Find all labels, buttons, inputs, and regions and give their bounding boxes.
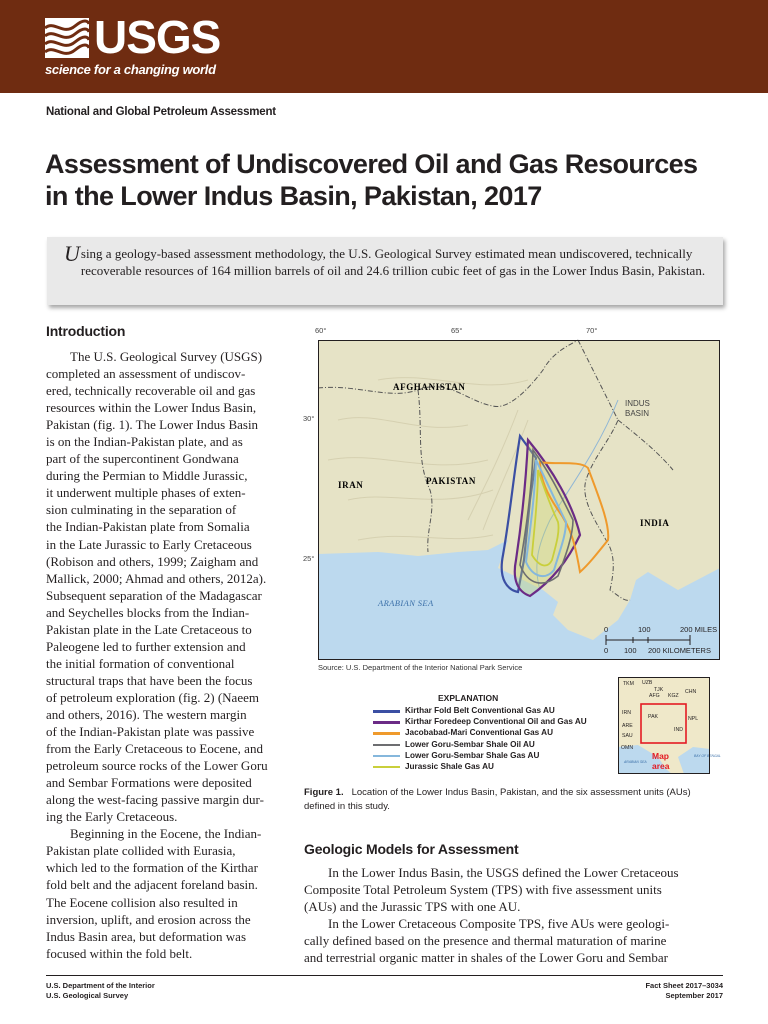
introduction-line: petroleum source rocks of the Lower Goru bbox=[46, 758, 268, 774]
svg-text:CHN: CHN bbox=[685, 689, 697, 695]
introduction-line: completed an assessment of undiscov- bbox=[46, 366, 246, 382]
page-title bbox=[45, 148, 725, 212]
inset-map-area-label: Map bbox=[652, 751, 669, 761]
introduction-line: Subsequent separation of the Madagascar bbox=[46, 587, 262, 603]
introduction-line: inversion, uplift, and erosion across the bbox=[46, 911, 251, 927]
introduction-line: sion culminating in the separation of bbox=[46, 502, 237, 518]
scale-mile-tick: 100 bbox=[638, 625, 651, 634]
geologic-models-line: (AUs) and the Jurassic TPS with one AU. bbox=[304, 899, 521, 915]
legend-item bbox=[373, 761, 587, 772]
introduction-line: Beginning in the Eocene, the Indian- bbox=[70, 826, 262, 842]
title-line: in the Lower Indus Basin, Pakistan, 2017 bbox=[45, 181, 542, 211]
figure-caption bbox=[304, 786, 724, 814]
region-label-indus: INDUS bbox=[625, 399, 650, 408]
geologic-models-line: cally defined based on the presence and thermal maturation of marine bbox=[304, 933, 667, 949]
introduction-line: and Sembar Formations were deposited bbox=[46, 775, 252, 791]
country-label-afghanistan: AFGHANISTAN bbox=[393, 382, 466, 392]
introduction-line: Pakistan (fig. 1). The Lower Indus Basin bbox=[46, 417, 259, 433]
region-label-basin: BASIN bbox=[625, 409, 650, 418]
introduction-heading: Introduction bbox=[46, 323, 126, 339]
svg-text:TKM: TKM bbox=[623, 681, 634, 687]
legend-swatch bbox=[373, 721, 400, 724]
geologic-models-line: In the Lower Indus Basin, the USGS defined the Lower Cretaceous bbox=[328, 865, 679, 880]
introduction-line: of petroleum exploration (fig. 2) (Naeem bbox=[46, 689, 259, 705]
scale-km-tick: 200 KILOMETERS bbox=[648, 646, 711, 655]
svg-text:TJK: TJK bbox=[654, 687, 664, 693]
usgs-wordmark: USGS bbox=[94, 11, 221, 63]
introduction-line: ing the Early Cretaceous. bbox=[46, 809, 178, 825]
legend-label: Lower Goru-Sembar Shale Gas AU bbox=[405, 750, 540, 760]
legend-swatch bbox=[373, 710, 400, 713]
svg-text:IRN: IRN bbox=[622, 710, 631, 716]
country-label-india: INDIA bbox=[640, 518, 670, 528]
map-source-note: Source: U.S. Department of the Interior National Park Service bbox=[318, 663, 523, 672]
legend-swatch bbox=[373, 744, 400, 747]
introduction-line: the Indian-Pakistan plate from Somalia bbox=[46, 519, 250, 535]
geologic-models-line: and terrestrial organic matter in shales of the Lower Goru and Sembar bbox=[304, 950, 668, 966]
legend-item bbox=[373, 716, 587, 727]
legend-label: Lower Goru-Sembar Shale Oil AU bbox=[405, 739, 535, 749]
introduction-line: from the Early Cretaceous to Eocene, and bbox=[46, 741, 263, 757]
abstract-body: sing a geology-based assessment methodology, the U.S. Geological Survey estimated mean undiscovered, technically recoverable resources of 164 million barrels of oil and 24.6 trillion cubic feet of gas in the Lower Indus Basin, Pakistan. bbox=[80, 246, 706, 278]
scale-km-tick: 0 bbox=[604, 646, 609, 655]
introduction-line: and Seychelles blocks from the Indian- bbox=[46, 604, 250, 620]
introduction-line: Pakistan plate in the Late Cretaceous to bbox=[46, 621, 252, 637]
longitude-label: 65° bbox=[451, 326, 463, 335]
introduction-line: during the Permian to Middle Jurassic, bbox=[46, 468, 248, 484]
footer-agency bbox=[46, 981, 155, 1000]
introduction-line: the initial formation of conventional bbox=[46, 655, 235, 671]
country-label-pakistan: PAKISTAN bbox=[426, 476, 476, 486]
longitude-label: 60° bbox=[315, 326, 327, 335]
legend-item bbox=[373, 727, 587, 738]
introduction-line: Indus Basin area, but deformation was bbox=[46, 928, 247, 944]
introduction-line: resources within the Lower Indus Basin, bbox=[46, 400, 257, 416]
svg-text:SAU: SAU bbox=[622, 733, 633, 739]
footer-fact-sheet-number: Fact Sheet 2017–3034 bbox=[645, 981, 723, 990]
svg-text:PAK: PAK bbox=[648, 714, 658, 720]
footer-rule bbox=[46, 975, 723, 976]
usgs-banner bbox=[0, 0, 768, 93]
legend-item bbox=[373, 705, 587, 716]
legend-title: EXPLANATION bbox=[438, 693, 499, 703]
inset-bay-label: BAY OF BENGAL bbox=[694, 754, 721, 758]
footer-publication bbox=[645, 981, 723, 1000]
introduction-line: focused within the fold belt. bbox=[46, 945, 193, 961]
introduction-line: it underwent multiple phases of exten- bbox=[46, 485, 246, 501]
geologic-models-line: Composite Total Petroleum System (TPS) with five assessment units bbox=[304, 882, 662, 898]
scale-mile-tick: 200 MILES bbox=[680, 625, 718, 634]
geologic-models-line: In the Lower Cretaceous Composite TPS, five AUs were geologi- bbox=[328, 916, 670, 932]
svg-text:OMN: OMN bbox=[621, 745, 634, 751]
svg-text:NPL: NPL bbox=[688, 716, 699, 722]
geologic-models-body bbox=[304, 864, 724, 966]
legend-label: Kirthar Foredeep Conventional Oil and Gas AU bbox=[405, 717, 587, 727]
svg-text:UZB: UZB bbox=[642, 680, 653, 686]
scale-km-tick: 100 bbox=[624, 646, 637, 655]
geologic-models-heading: Geologic Models for Assessment bbox=[304, 841, 519, 857]
introduction-line: (Robison and others, 1999; Zaigham and bbox=[46, 553, 259, 569]
scale-mile-tick: 0 bbox=[604, 625, 609, 634]
legend-swatch bbox=[373, 755, 400, 758]
usgs-tagline: science for a changing world bbox=[45, 62, 216, 77]
abstract-text bbox=[64, 241, 714, 279]
introduction-line: Mallick, 2000; Ahmad and others, 2012a). bbox=[46, 570, 267, 586]
inset-sea-label: ARABIAN SEA bbox=[624, 760, 647, 764]
introduction-line: which led to the formation of the Kirthar bbox=[46, 860, 258, 876]
introduction-line: of the Indian-Pakistan plate was passive bbox=[46, 724, 255, 740]
figure-caption-text: Location of the Lower Indus Basin, Pakistan, and the six assessment units (AUs) defined in this study. bbox=[304, 787, 691, 812]
footer-date: September 2017 bbox=[665, 990, 723, 1000]
introduction-line: The Eocene collision also resulted in bbox=[46, 894, 238, 910]
introduction-body bbox=[46, 348, 291, 962]
svg-text:IND: IND bbox=[674, 727, 683, 733]
inset-locator-map bbox=[618, 677, 721, 774]
sea-label: ARABIAN SEA bbox=[378, 598, 434, 608]
introduction-line: Paleogene led to further extension and bbox=[46, 638, 246, 654]
latitude-label: 30° bbox=[303, 414, 315, 423]
inset-map-area-label: area bbox=[652, 761, 670, 771]
usgs-wave-logo-icon bbox=[45, 18, 89, 58]
legend-label: Kirthar Fold Belt Conventional Gas AU bbox=[405, 706, 555, 715]
svg-text:ARE: ARE bbox=[622, 723, 633, 729]
series-label: National and Global Petroleum Assessment bbox=[46, 106, 276, 118]
figure-number: Figure 1. bbox=[304, 787, 344, 798]
footer-survey: U.S. Geological Survey bbox=[46, 990, 129, 1000]
legend-item bbox=[373, 750, 587, 761]
footer-department: U.S. Department of the Interior bbox=[46, 981, 155, 990]
longitude-label: 70° bbox=[586, 326, 598, 335]
legend-swatch bbox=[373, 766, 400, 769]
introduction-line: along the west-facing passive margin dur- bbox=[46, 792, 264, 808]
svg-text:AFG: AFG bbox=[649, 693, 660, 699]
svg-text:KGZ: KGZ bbox=[668, 693, 679, 699]
location-map bbox=[318, 340, 720, 660]
legend-item bbox=[373, 739, 587, 750]
title-line: Assessment of Undiscovered Oil and Gas Resources bbox=[45, 149, 698, 179]
abstract-dropcap: U bbox=[64, 241, 80, 266]
introduction-line: fold belt and the adjacent foreland basin. bbox=[46, 877, 258, 893]
legend-label: Jurassic Shale Gas AU bbox=[405, 761, 494, 771]
introduction-line: The U.S. Geological Survey (USGS) bbox=[70, 349, 263, 364]
latitude-label: 25° bbox=[303, 554, 315, 563]
introduction-line: Pakistan plate collided with Eurasia, bbox=[46, 843, 236, 859]
introduction-line: structural traps that have been the focus bbox=[46, 672, 253, 688]
abstract-box bbox=[47, 237, 723, 305]
legend bbox=[373, 705, 587, 772]
introduction-line: is on the Indian-Pakistan plate, and as bbox=[46, 434, 243, 450]
legend-swatch bbox=[373, 732, 400, 735]
country-label-iran: IRAN bbox=[338, 480, 364, 490]
introduction-line: ered, technically recoverable oil and gas bbox=[46, 383, 256, 399]
introduction-line: and others, 2016). The western margin bbox=[46, 706, 247, 722]
legend-label: Jacobabad-Mari Conventional Gas AU bbox=[405, 728, 554, 738]
introduction-line: in the Late Jurassic to Early Cretaceous bbox=[46, 536, 252, 552]
introduction-line: part of the supercontinent Gondwana bbox=[46, 451, 239, 467]
